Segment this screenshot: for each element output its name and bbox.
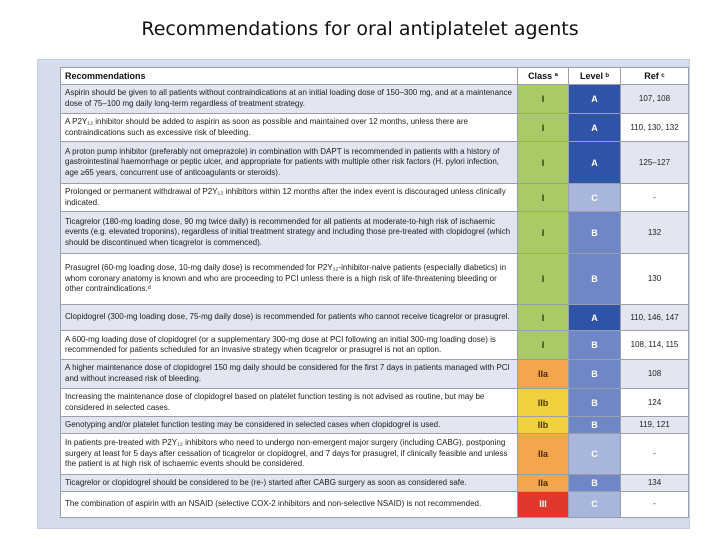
table-row: [61, 212, 689, 253]
slide-title: Recommendations for oral antiplatelet agents: [141, 18, 579, 40]
table-row: [61, 113, 689, 142]
level-cell: A: [569, 305, 621, 331]
reference-cell: 107, 108: [621, 85, 689, 114]
class-cell: IIa: [518, 433, 569, 474]
level-cell: B: [569, 331, 621, 360]
level-cell: B: [569, 360, 621, 389]
level-cell: B: [569, 417, 621, 433]
level-cell: A: [569, 113, 621, 142]
table-row: [61, 183, 689, 212]
class-cell: I: [518, 85, 569, 114]
reference-cell: -: [621, 433, 689, 474]
header-ref: Ref ᶜ: [621, 68, 689, 85]
reference-cell: 132: [621, 212, 689, 253]
table-row: [61, 360, 689, 389]
recommendation-text: Genotyping and/or platelet function testing may be considered in selected cases when clopidogrel is used.: [61, 417, 518, 433]
recommendation-text: Clopidogrel (300-mg loading dose, 75-mg daily dose) is recommended for patients who cannot receive ticagrelor or prasugrel.: [61, 305, 518, 331]
level-cell: B: [569, 212, 621, 253]
recommendation-text: Ticagrelor (180-mg loading dose, 90 mg twice daily) is recommended for all patients at moderate-to-high risk of ischaemic events (e.g. elevated troponins), regardless of initial treatment strategy and including those pre-treated with clopidogrel (which should be discontinued when ticagrelor is commenced).: [61, 212, 518, 253]
reference-cell: 108, 114, 115: [621, 331, 689, 360]
table-row: [61, 388, 689, 417]
recommendation-text: Prolonged or permanent withdrawal of P2Y₁₂ inhibitors within 12 months after the index event is discouraged unless clinically indicated.: [61, 183, 518, 212]
reference-cell: -: [621, 183, 689, 212]
table-row: [61, 142, 689, 183]
class-cell: I: [518, 212, 569, 253]
table-header-row: [61, 68, 689, 85]
table-row: [61, 474, 689, 491]
reference-cell: 119, 121: [621, 417, 689, 433]
recommendations-table: [60, 67, 689, 518]
level-cell: C: [569, 433, 621, 474]
class-cell: IIb: [518, 388, 569, 417]
class-cell: I: [518, 331, 569, 360]
class-cell: I: [518, 183, 569, 212]
table-row: [61, 433, 689, 474]
recommendation-text: A higher maintenance dose of clopidogrel 150 mg daily should be considered for the first 7 days in patients managed with PCI and without increased risk of bleeding.: [61, 360, 518, 389]
class-cell: I: [518, 113, 569, 142]
table-row: [61, 491, 689, 517]
class-cell: I: [518, 305, 569, 331]
table-body: [61, 85, 689, 518]
level-cell: B: [569, 388, 621, 417]
reference-cell: -: [621, 491, 689, 517]
reference-cell: 108: [621, 360, 689, 389]
recommendation-text: In patients pre-treated with P2Y₁₂ inhibitors who need to undergo non-emergent major surgery (including CABG), postponing surgery at least for 5 days after cessation of ticagrelor or clopidogrel, and 7 days for prasugrel, if clinically feasible and unless the patient is at high risk of ischaemic events should be considered.: [61, 433, 518, 474]
table-row: [61, 417, 689, 433]
reference-cell: 134: [621, 474, 689, 491]
recommendation-text: Aspirin should be given to all patients without contraindications at an initial loading dose of 150–300 mg, and at a maintenance dose of 75–100 mg daily long-term regardless of treatment strategy.: [61, 85, 518, 114]
reference-cell: 125–127: [621, 142, 689, 183]
header-level: Level ᵇ: [569, 68, 621, 85]
table-row: [61, 85, 689, 114]
class-cell: I: [518, 253, 569, 304]
level-cell: B: [569, 253, 621, 304]
reference-cell: 124: [621, 388, 689, 417]
header-recommendations: Recommendations: [61, 68, 518, 85]
class-cell: I: [518, 142, 569, 183]
class-cell: III: [518, 491, 569, 517]
level-cell: A: [569, 142, 621, 183]
recommendation-text: Prasugrel (60-mg loading dose, 10-mg daily dose) is recommended for P2Y₁₂-inhibitor-naive patients (especially diabetics) in whom coronary anatomy is known and who are proceeding to PCI unless there is a high risk of life-threatening bleeding or other contraindications.ᵈ: [61, 253, 518, 304]
class-cell: IIa: [518, 360, 569, 389]
table-row: [61, 331, 689, 360]
recommendations-table-wrapper: [60, 67, 688, 518]
recommendation-text: Increasing the maintenance dose of clopidogrel based on platelet function testing is not advised as routine, but may be considered in selected cases.: [61, 388, 518, 417]
recommendation-text: A 600-mg loading dose of clopidogrel (or a supplementary 300-mg dose at PCI following an initial 300-mg loading dose) is recommended for patients scheduled for an invasive strategy when ticagrelor or prasugrel is not an option.: [61, 331, 518, 360]
class-cell: IIa: [518, 474, 569, 491]
recommendation-text: A P2Y₁₂ inhibitor should be added to aspirin as soon as possible and maintained over 12 months, unless there are contraindications such as excessive risk of bleeding.: [61, 113, 518, 142]
header-class: Class ª: [518, 68, 569, 85]
recommendation-text: A proton pump inhibitor (preferably not omeprazole) in combination with DAPT is recommended in patients with a history of gastrointestinal haemorrhage or peptic ulcer, and appropriate for patients with multiple other risk factors (H. pylori infection, age ≥65 years, concurrent use of anticoagulants or steroids).: [61, 142, 518, 183]
reference-cell: 110, 146, 147: [621, 305, 689, 331]
reference-cell: 130: [621, 253, 689, 304]
level-cell: C: [569, 183, 621, 212]
level-cell: C: [569, 491, 621, 517]
recommendation-text: The combination of aspirin with an NSAID (selective COX-2 inhibitors and non-selective NSAID) is not recommended.: [61, 491, 518, 517]
table-row: [61, 253, 689, 304]
reference-cell: 110, 130, 132: [621, 113, 689, 142]
recommendation-text: Ticagrelor or clopidogrel should be considered to be (re-) started after CABG surgery as soon as considered safe.: [61, 474, 518, 491]
level-cell: B: [569, 474, 621, 491]
class-cell: IIb: [518, 417, 569, 433]
level-cell: A: [569, 85, 621, 114]
table-row: [61, 305, 689, 331]
